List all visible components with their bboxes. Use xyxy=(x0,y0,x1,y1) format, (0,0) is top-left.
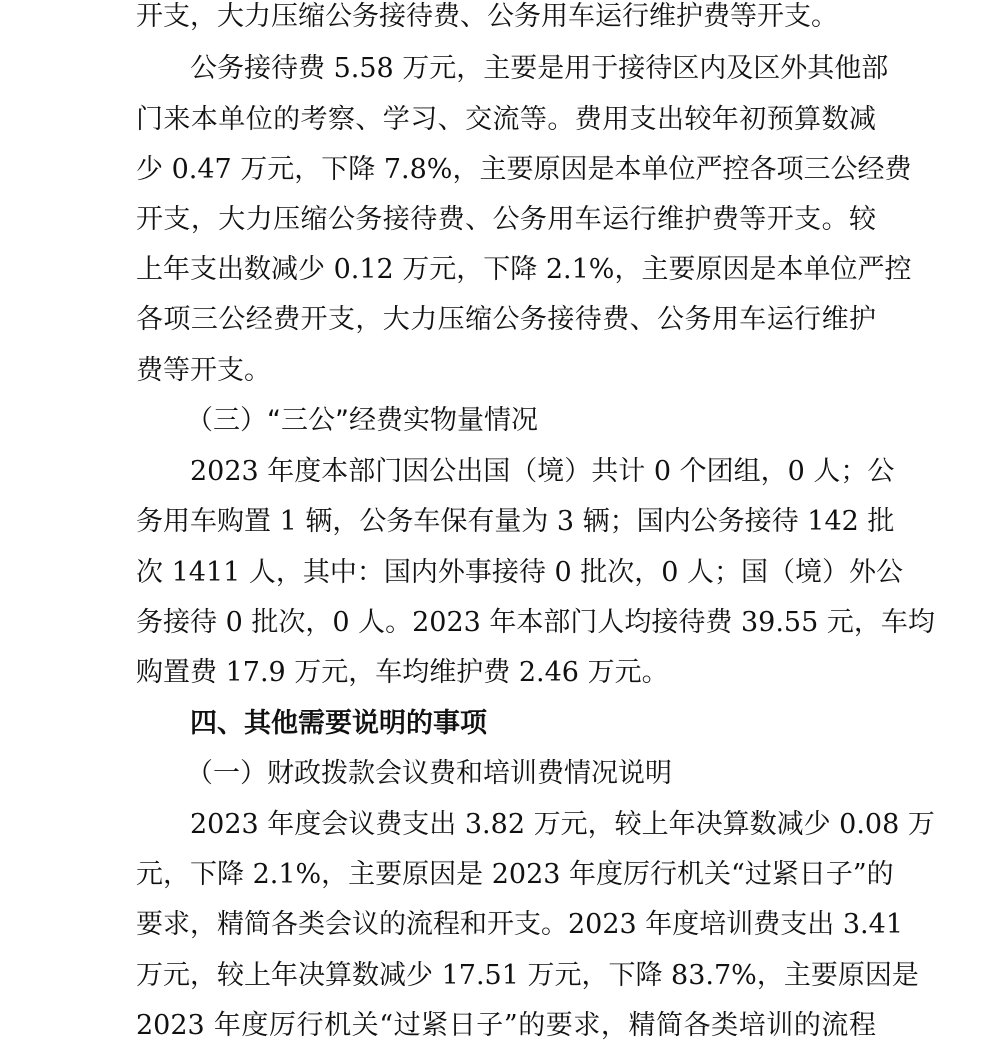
paragraph-line: 次 1411 人，其中：国内外事接待 0 批次，0 人；国（境）外公 xyxy=(136,557,903,588)
paragraph-line: 费等开支。 xyxy=(136,355,271,386)
section-heading: （三）“三公”经费实物量情况 xyxy=(186,405,538,436)
paragraph-line: 各项三公经费开支，大力压缩公务接待费、公务用车运行维护 xyxy=(136,304,876,335)
subsection-heading: （一）财政拨款会议费和培训费情况说明 xyxy=(186,758,672,789)
part-heading: 四、其他需要说明的事项 xyxy=(190,708,487,739)
paragraph-line: 万元，较上年决算数减少 17.51 万元，下降 83.7%，主要原因是 xyxy=(136,960,919,991)
paragraph-line: 务接待 0 批次，0 人。2023 年本部门人均接待费 39.55 元，车均 xyxy=(136,607,935,638)
paragraph-line: 务用车购置 1 辆，公务车保有量为 3 辆；国内公务接待 142 批 xyxy=(136,506,895,537)
paragraph-line: 2023 年度本部门因公出国（境）共计 0 个团组，0 人；公 xyxy=(190,456,895,487)
paragraph-line: 开支，大力压缩公务接待费、公务用车运行维护费等开支。 xyxy=(136,1,838,32)
paragraph-line: 公务接待费 5.58 万元，主要是用于接待区内及区外其他部 xyxy=(190,53,889,84)
paragraph-line: 要求，精简各类会议的流程和开支。2023 年度培训费支出 3.41 xyxy=(136,909,903,940)
paragraph-line: 元，下降 2.1%，主要原因是 2023 年度厉行机关“过紧日子”的 xyxy=(136,859,894,890)
paragraph-line: 门来本单位的考察、学习、交流等。费用支出较年初预算数减 xyxy=(136,104,876,135)
paragraph-line: 上年支出数减少 0.12 万元，下降 2.1%，主要原因是本单位严控 xyxy=(136,254,912,285)
paragraph-line: 2023 年度会议费支出 3.82 万元，较上年决算数减少 0.08 万 xyxy=(190,809,935,840)
paragraph-line: 2023 年度厉行机关“过紧日子”的要求，精简各类培训的流程 xyxy=(136,1010,876,1041)
paragraph-line: 开支，大力压缩公务接待费、公务用车运行维护费等开支。较 xyxy=(136,204,876,235)
paragraph-line: 少 0.47 万元，下降 7.8%，主要原因是本单位严控各项三公经费 xyxy=(136,154,912,185)
paragraph-line: 购置费 17.9 万元，车均维护费 2.46 万元。 xyxy=(136,657,669,688)
